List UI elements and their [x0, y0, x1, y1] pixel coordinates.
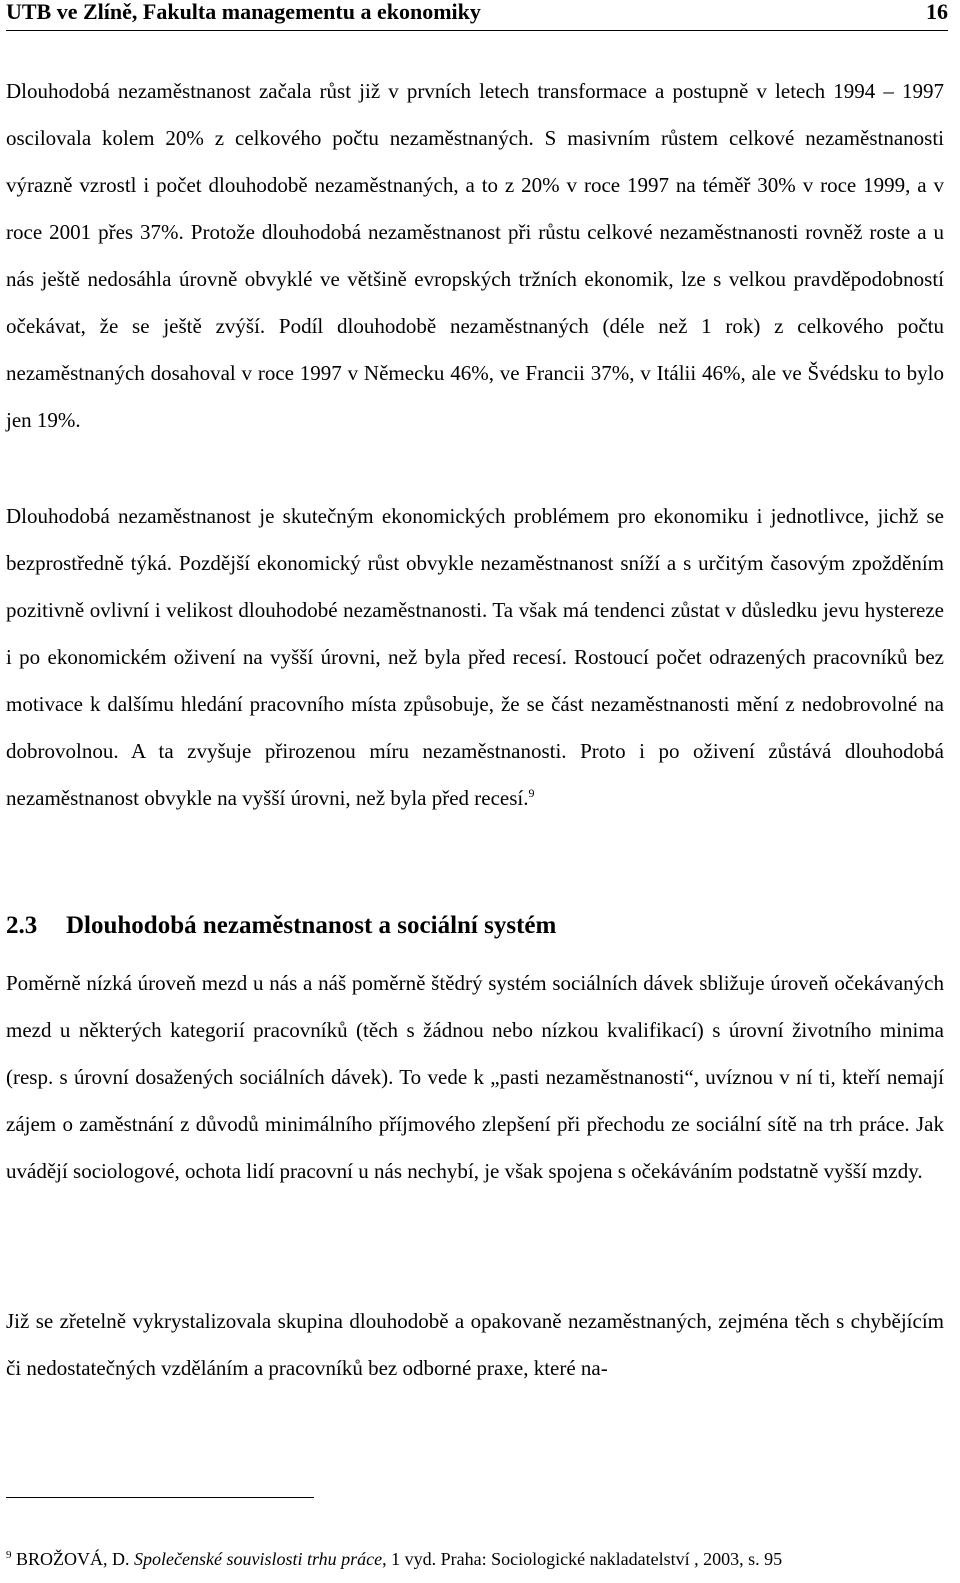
footnote-book-title: Společenské souvislosti trhu práce: [134, 1549, 383, 1569]
paragraph-3-text: Poměrně nízká úroveň mezd u nás a náš poměrně štědrý systém sociálních dávek sbližuje úroveň očekávaných mezd u některých kategorií pracovníků (těch s žádnou nebo nízkou kvalifikací) s úrovní životního minima (resp. s úrovní dosažených sociálních dávek). To vede k „pasti nezaměstnanosti“, uvíznou v ní ti, kteří nemají zájem o zaměstnání z důvodů minimálního příjmového zlepšení při přechodu ze sociální sítě na trh práce. Jak uvádějí sociologové, ochota lidí pracovní u nás nechybí, je však spojena s očekáváním podstatně vyšší mzdy.: [6, 971, 944, 1183]
paragraph-1-text: Dlouhodobá nezaměstnanost začala růst již v prvních letech transformace a postupně v letech 1994 – 1997 oscilovala kolem 20% z celkového počtu nezaměstnaných. S masivním růstem celkové nezaměstnanosti výrazně vzrostl i počet dlouhodobě nezaměstnaných, a to z 20% v roce 1997 na téměř 30% v roce 1999, a v roce 2001 přes 37%. Protože dlouhodobá nezaměstnanost při růstu celkové nezaměstnanosti rovněž roste a u nás ještě nedosáhla úrovně obvyklé ve většině evropských tržních ekonomik, lze s velkou pravděpodobností očekávat, že se ještě zvýší. Podíl dlouhodobě nezaměstnaných (déle než 1 rok) z celkového počtu nezaměstnaných dosahoval v roce 1997 v Německu 46%, ve Francii 37%, v Itálii 46%, ale ve Švédsku to bylo jen 19%.: [6, 79, 944, 432]
footnote-separator: [6, 1497, 314, 1498]
page-number: 16: [926, 0, 948, 24]
paragraph-4-text: Již se zřetelně vykrystalizovala skupina dlouhodobě a opakovaně nezaměstnaných, zejména těch s chybějícím či nedostatečných vzděláním a pracovníků bez odborné praxe, které na-: [6, 1309, 944, 1380]
paragraph-2-text: Dlouhodobá nezaměstnanost je skutečným ekonomických problémem pro ekonomiku i jednotlivce, jichž se bezprostředně týká. Pozdější ekonomický růst obvykle nezaměstnanost sníží a s určitým časovým zpožděním pozitivně ovlivní i velikost dlouhodobé nezaměstnanosti. Ta však má tendenci zůstat v důsledku jevu hystereze i po ekonomickém oživení na vyšší úrovni, než byla před recesí. Rostoucí počet odrazených pracovníků bez motivace k dalšímu hledání pracovního místa způsobuje, že se část nezaměstnanosti mění z nedobrovolné na dobrovolnou. A ta zvyšuje přirozenou míru nezaměstnanosti. Proto i po oživení zůstává dlouhodobá nezaměstnanost obvykle na vyšší úrovni, než byla před recesí.: [6, 504, 944, 810]
paragraph-3: [6, 960, 944, 1195]
header-title: UTB ve Zlíně, Fakulta managementu a ekonomiky: [6, 0, 481, 24]
paragraph-1: [6, 68, 944, 444]
section-heading: [6, 910, 556, 942]
paragraph-2: [6, 493, 944, 822]
section-number: 2.3: [6, 912, 38, 939]
footnote-reference[interactable]: 9: [528, 786, 535, 800]
footnote: [6, 1548, 950, 1570]
page-header: [6, 0, 948, 31]
section-title: Dlouhodobá nezaměstnanost a sociální systém: [66, 912, 557, 939]
footnote-details: , 1 vyd. Praha: Sociologické nakladatelství , 2003, s. 95: [382, 1549, 783, 1569]
footnote-mark: 9: [6, 1549, 12, 1561]
paragraph-4: [6, 1298, 944, 1392]
footnote-author: BROŽOVÁ, D.: [16, 1549, 130, 1569]
